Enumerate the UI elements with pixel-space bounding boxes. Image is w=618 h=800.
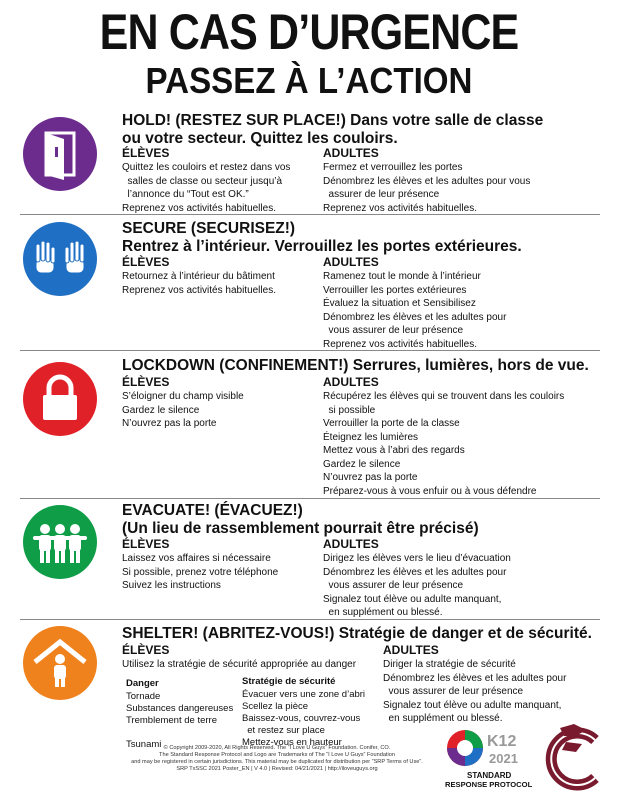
list-item	[126, 727, 233, 739]
strategy-label: Stratégie de sécurité	[242, 676, 336, 687]
list-item: salles de classe ou secteur jusqu’à	[122, 175, 283, 187]
list-item: vous assurer de leur présence	[323, 325, 464, 336]
list-item: Éteignez les lumières	[323, 431, 419, 443]
list-item: Mettez vous à l’abri des regards	[323, 445, 465, 456]
poster-subtitle: PASSEZ À L’ACTION	[145, 60, 473, 101]
list-item: Reprenez vos activités habituelles.	[122, 202, 276, 214]
list-item: Évacuer vers une zone d’abri	[242, 689, 366, 700]
list-item: Laissez vos affaires si nécessaire	[122, 553, 271, 564]
evacuate-heading-line1: EVACUATE! (ÉVACUEZ!)	[122, 502, 303, 519]
list-item: Tornade	[126, 691, 161, 702]
people-icon	[23, 505, 97, 579]
evacuate-students	[122, 537, 278, 593]
list-item: vous assurer de leur présence	[323, 580, 464, 591]
school-crest-logo	[540, 722, 610, 799]
lockdown-heading-line1: LOCKDOWN (CONFINEMENT!) Serrures, lumières, hors de vue.	[122, 357, 589, 374]
list-item: en supplément ou blessé.	[383, 713, 503, 724]
list-item: Mettez-vous en hauteur	[242, 737, 342, 748]
srp-line2: RESPONSE PROTOCOL	[445, 780, 533, 789]
poster-title: EN CAS D’URGENCE	[99, 4, 519, 60]
shelter-strategy-list	[242, 676, 365, 749]
list-item: si possible	[323, 404, 376, 416]
shelter-danger-list	[126, 678, 233, 751]
footer-line: and may be registered in certain jurisdictions. This material may be duplicated for distribution per “SRP Terms of Use”.	[131, 759, 423, 765]
shelter-students-label: ÉLÈVES	[122, 643, 170, 657]
list-item: Dénombrez les élèves et les adultes pour vous	[323, 175, 531, 187]
evacuate-heading	[122, 502, 479, 538]
list-item: Reprenez vos activités habituelles.	[323, 202, 477, 214]
footer-line: The Standard Response Protocol and Logo are Trademarks of The “I Love U Guys” Foundation	[159, 752, 395, 758]
list-item: Dénombrez les élèves et les adultes pour	[323, 566, 507, 578]
shelter-icon	[23, 626, 97, 700]
list-item: et restez sur place	[242, 725, 325, 736]
list-item: assurer de leur présence	[323, 189, 440, 200]
list-item: Ramenez tout le monde à l’intérieur	[323, 271, 481, 282]
footer-line: © Copyright 2009-2020, All Rights Reserved. The “I Love U Guys” Foundation. Conifer, CO.	[163, 745, 391, 751]
list-item: en supplément ou blessé.	[323, 607, 443, 618]
divider	[20, 214, 600, 215]
list-item: Baissez-vous, couvrez-vous	[242, 713, 361, 724]
list-item: l’annonce du “Tout est OK.”	[122, 189, 249, 200]
lockdown-adults-label: ADULTES	[323, 375, 379, 389]
list-item: Scellez la pièce	[242, 701, 309, 712]
list-item: Gardez le silence	[122, 404, 200, 416]
lockdown-adults	[323, 375, 564, 498]
list-item: Substances dangereuses	[126, 703, 234, 714]
list-item: N’ouvrez pas la porte	[323, 472, 418, 483]
srp-logo	[445, 726, 537, 795]
srp-k12: K12	[487, 733, 517, 750]
list-item: Suivez les instructions	[122, 580, 221, 591]
list-item: Évaluez la situation et Sensibilisez	[323, 298, 476, 309]
list-item: S’éloigner du champ visible	[122, 391, 244, 402]
shelter-students	[122, 643, 356, 672]
evacuate-students-label: ÉLÈVES	[122, 537, 170, 551]
list-item: Tremblement de terre	[126, 715, 217, 726]
list-item: Signalez tout élève ou adulte manquant,	[383, 699, 562, 711]
shelter-adults-label: ADULTES	[383, 643, 439, 657]
footer-line: SRP TxSSC 2021 Poster_EN | V 4.0 | Revised: 04/21/2021 | http://iloveuguys.org	[176, 766, 378, 772]
secure-heading	[122, 220, 522, 256]
list-item: Tsunami	[126, 739, 162, 750]
copyright-footer	[112, 745, 442, 773]
hold-heading-line1: HOLD! (RESTEZ SUR PLACE!) Dans votre salle de classe	[122, 112, 544, 129]
list-item: Dénombrez les élèves et les adultes pour	[383, 672, 567, 684]
hold-adults-label: ADULTES	[323, 146, 379, 160]
secure-heading-line2: Rentrez à l’intérieur. Verrouillez les portes extérieures.	[122, 238, 522, 255]
shelter-students-intro: Utilisez la stratégie de sécurité appropriée au danger	[122, 659, 357, 670]
list-item: vous assurer de leur présence	[383, 686, 524, 697]
padlock-icon	[23, 362, 97, 436]
secure-heading-line1: SECURE (SECURISEZ!)	[122, 220, 296, 237]
list-item: Gardez le silence	[323, 458, 401, 470]
list-item: Dirigez les élèves vers le lieu d’évacuation	[323, 553, 511, 564]
hold-students	[122, 146, 290, 215]
shelter-adults	[383, 643, 566, 726]
list-item: Retournez à l’intérieur du bâtiment	[122, 271, 275, 282]
divider	[20, 619, 600, 620]
evacuate-heading-line2: (Un lieu de rassemblement pourrait être précisé)	[122, 520, 479, 537]
list-item: Récupérez les élèves qui se trouvent dans les couloirs	[323, 391, 565, 402]
list-item: Quittez les couloirs et restez dans vos	[122, 162, 291, 173]
hands-icon	[23, 222, 97, 296]
danger-label: Danger	[126, 678, 159, 689]
hold-students-label: ÉLÈVES	[122, 146, 170, 160]
evacuate-adults	[323, 537, 511, 620]
list-item: Verrouiller les portes extérieures	[323, 284, 467, 296]
list-item: Diriger la stratégie de sécurité	[383, 659, 516, 670]
secure-adults-label: ADULTES	[323, 255, 379, 269]
list-item: Si possible, prenez votre téléphone	[122, 566, 279, 578]
shelter-heading	[122, 625, 592, 643]
srp-year: 2021	[489, 751, 518, 766]
hold-adults	[323, 146, 530, 215]
lockdown-students	[122, 375, 244, 431]
hold-heading-line2: ou votre secteur. Quittez les couloirs.	[122, 130, 398, 147]
lockdown-heading	[122, 357, 589, 375]
srp-line1: STANDARD	[467, 771, 512, 780]
divider	[20, 350, 600, 351]
list-item: Fermez et verrouillez les portes	[323, 162, 463, 173]
shelter-heading-line1: SHELTER! (ABRITEZ-VOUS!) Stratégie de danger et de sécurité.	[122, 625, 592, 642]
list-item: Reprenez vos activités habituelles.	[122, 284, 276, 296]
secure-students	[122, 255, 276, 297]
list-item: Signalez tout élève ou adulte manquant,	[323, 593, 502, 605]
list-item: N’ouvrez pas la porte	[122, 418, 217, 429]
door-icon	[23, 117, 97, 191]
lockdown-students-label: ÉLÈVES	[122, 375, 170, 389]
list-item: Préparez-vous à vous enfuir ou à vous défendre	[323, 485, 537, 497]
hold-heading	[122, 112, 543, 148]
list-item: Reprenez vos activités habituelles.	[323, 338, 477, 350]
secure-students-label: ÉLÈVES	[122, 255, 170, 269]
list-item: Dénombrez les élèves et les adultes pour	[323, 311, 507, 323]
list-item: Verrouiller la porte de la classe	[323, 418, 460, 429]
divider	[20, 498, 600, 499]
evacuate-adults-label: ADULTES	[323, 537, 379, 551]
secure-adults	[323, 255, 506, 351]
